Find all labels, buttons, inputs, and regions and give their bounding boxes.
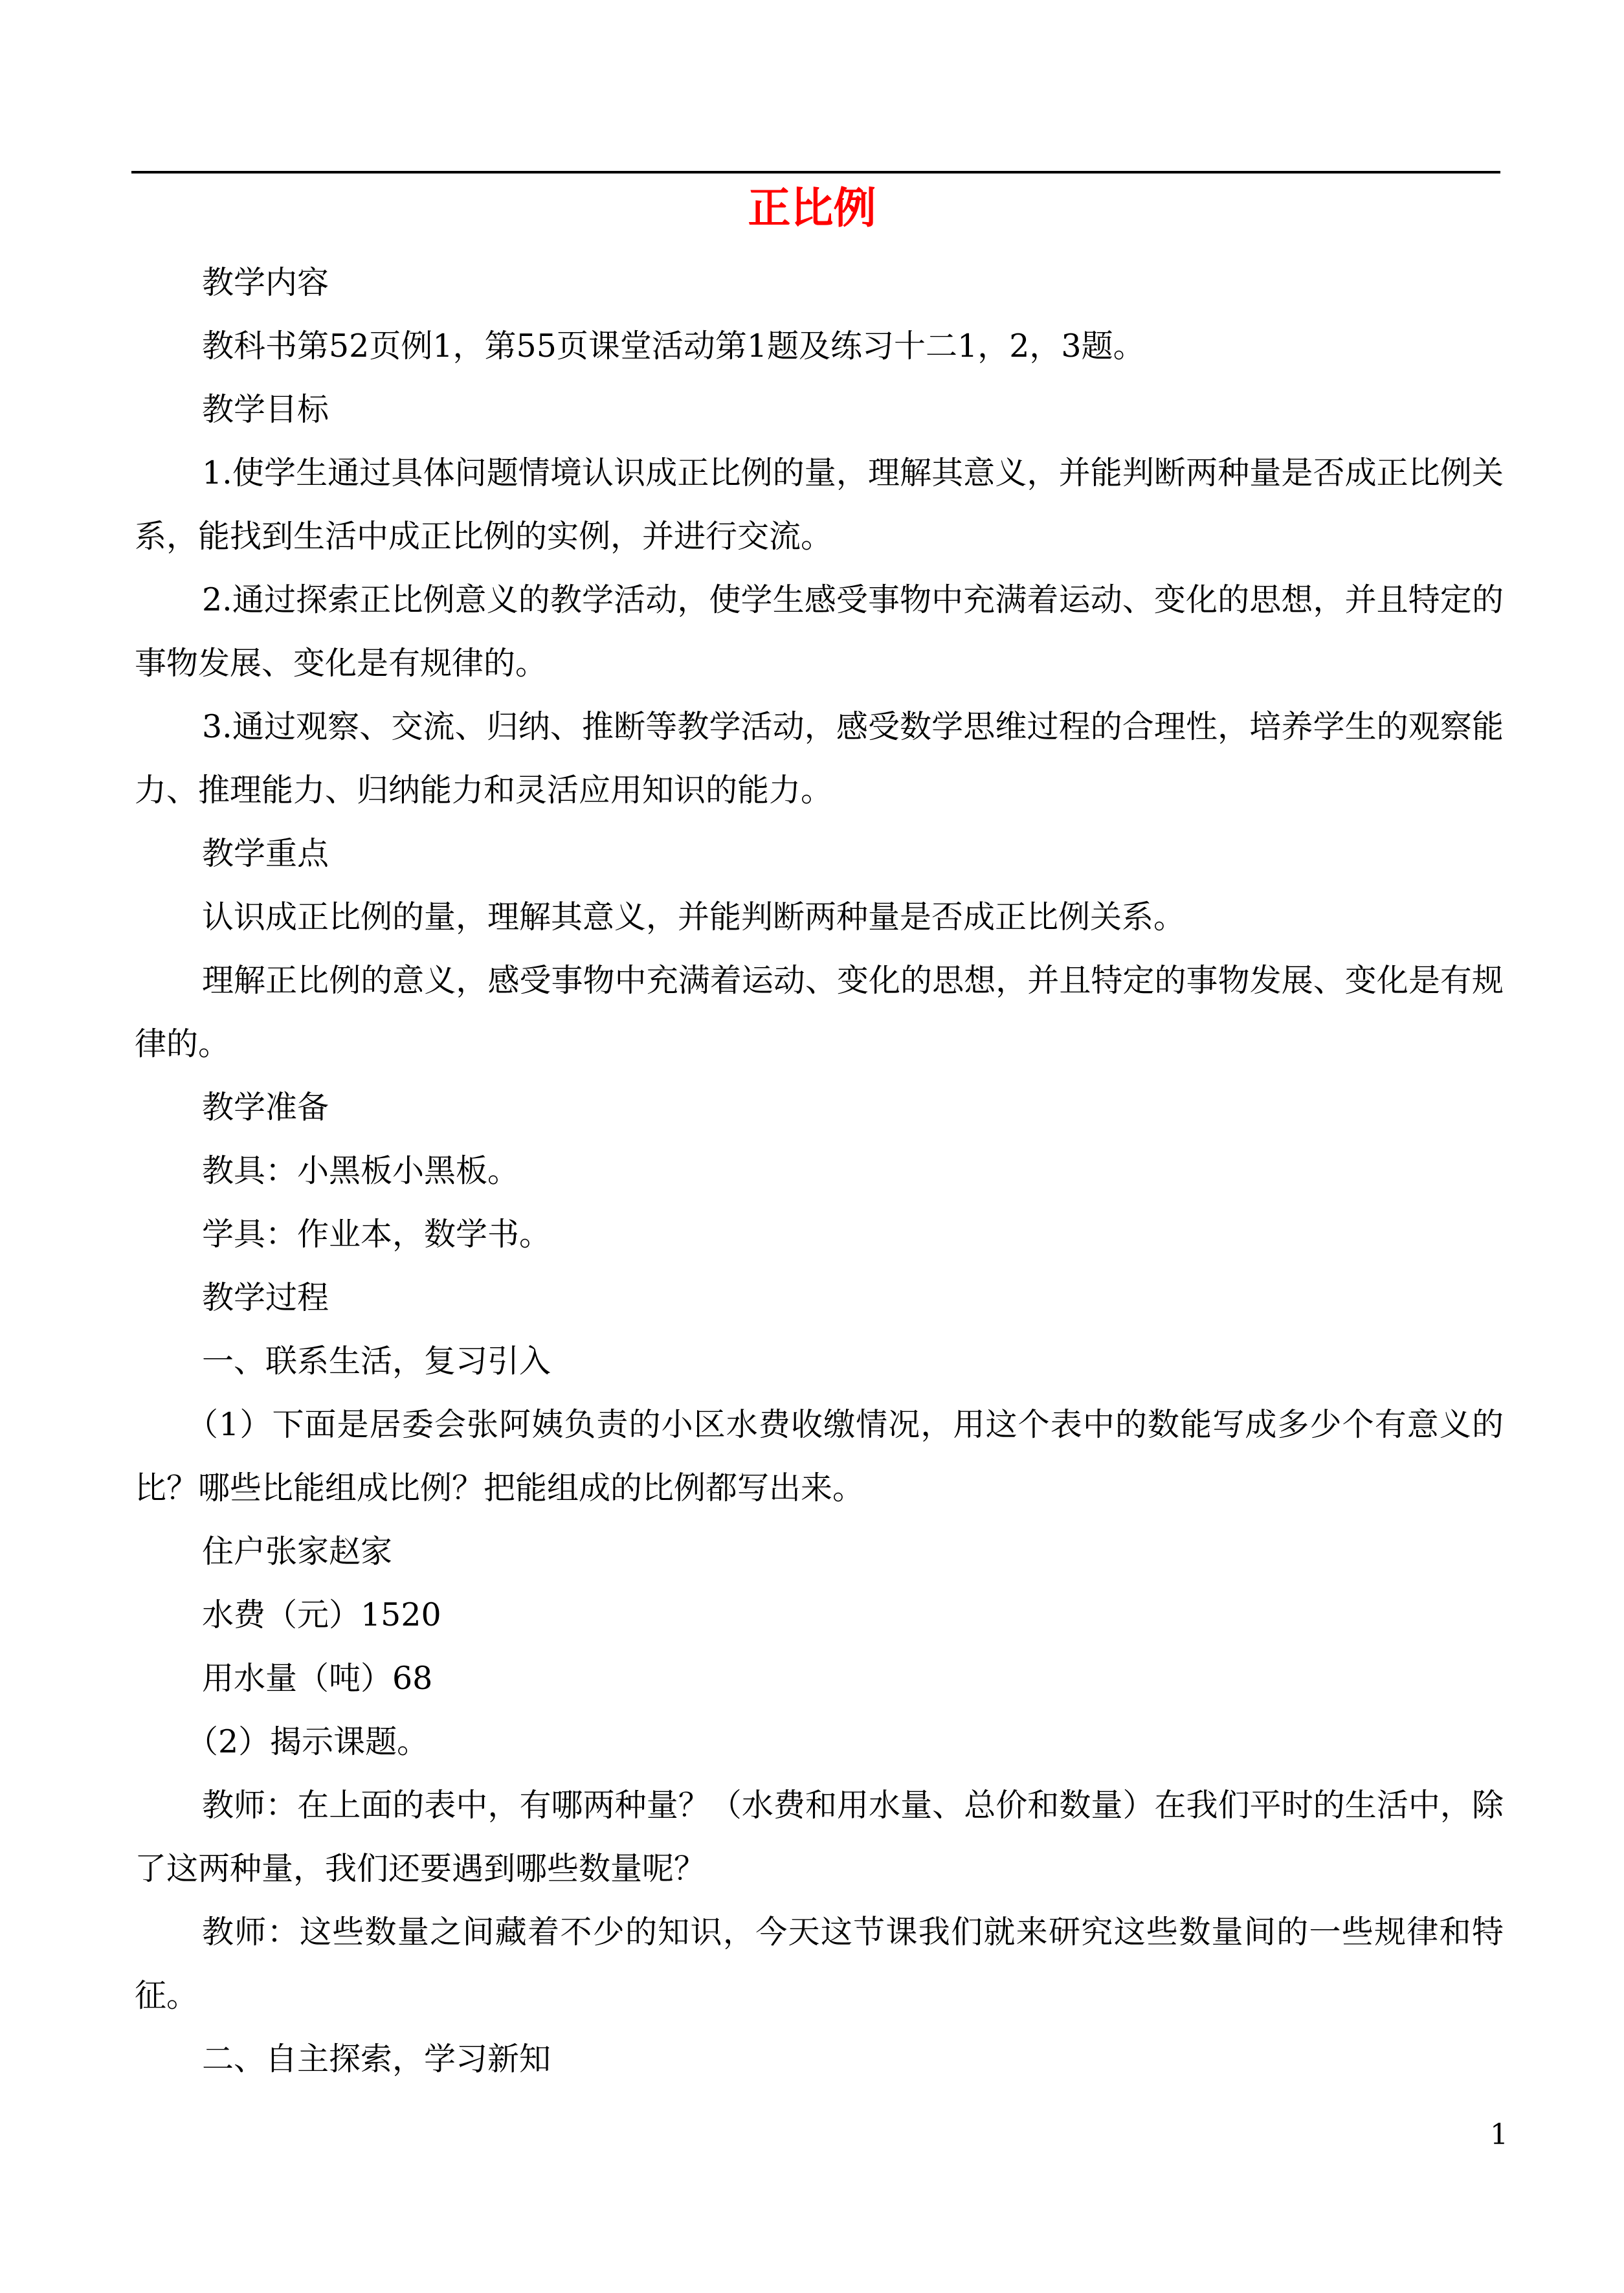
paragraph-teacher-tools: 教具：小黑板小黑板。 (202, 1152, 520, 1189)
section-heading-2: 二、自主探索，学习新知 (202, 2041, 551, 2077)
table-line-water-usage: 用水量（吨）68 (202, 1660, 433, 1697)
paragraph-focus: 认识成正比例的量，理解其意义，并能判断两种量是否成正比例关系。 (202, 899, 1186, 935)
paragraph-teacher-question: 教师：在上面的表中，有哪两种量？（水费和用水量、总价和数量）在我们平时的生活中，除了这两种量，我们还要遇到哪些数量呢？ (135, 1787, 1504, 1887)
section-heading-1: 一、联系生活，复习引入 (202, 1343, 551, 1380)
paragraph-textbook-reference: 教科书第52页例1，第55页课堂活动第1题及练习十二1，2，3题。 (202, 328, 1145, 364)
page-number: 1 (1490, 2118, 1508, 2151)
paragraph-teacher-intro: 教师：这些数量之间藏着不少的知识，今天这节课我们就来研究这些数量间的一些规律和特征。 (135, 1914, 1504, 2014)
heading-teaching-preparation: 教学准备 (202, 1089, 329, 1126)
paragraph-step-1: （1）下面是居委会张阿姨负责的小区水费收缴情况，用这个表中的数能写成多少个有意义的比？哪些比能组成比例？把能组成的比例都写出来。 (135, 1406, 1504, 1506)
heading-teaching-process: 教学过程 (202, 1279, 329, 1316)
heading-teaching-content: 教学内容 (202, 264, 329, 301)
table-line-water-fee: 水费（元）1520 (202, 1596, 441, 1633)
paragraph-student-tools: 学具：作业本，数学书。 (202, 1216, 551, 1253)
document-body (135, 251, 1504, 2091)
heading-teaching-goals: 教学目标 (202, 391, 329, 428)
heading-teaching-focus: 教学重点 (202, 835, 329, 872)
header-rule (131, 171, 1500, 173)
document-title: 正比例 (748, 183, 876, 233)
paragraph-step-2: （2）揭示课题。 (186, 1723, 429, 1760)
paragraph-goal-1: 1.使学生通过具体问题情境认识成正比例的量，理解其意义，并能判断两种量是否成正比例关系，能找到生活中成正比例的实例，并进行交流。 (135, 454, 1504, 555)
table-line-residents: 住户张家赵家 (202, 1533, 393, 1570)
paragraph-goal-2: 2.通过探索正比例意义的教学活动，使学生感受事物中充满着运动、变化的思想，并且特定的事物发展、变化是有规律的。 (135, 581, 1504, 682)
paragraph-difficulty: 理解正比例的意义，感受事物中充满着运动、变化的思想，并且特定的事物发展、变化是有规律的。 (135, 962, 1504, 1062)
paragraph-goal-3: 3.通过观察、交流、归纳、推断等教学活动，感受数学思维过程的合理性，培养学生的观察能力、推理能力、归纳能力和灵活应用知识的能力。 (135, 708, 1504, 809)
